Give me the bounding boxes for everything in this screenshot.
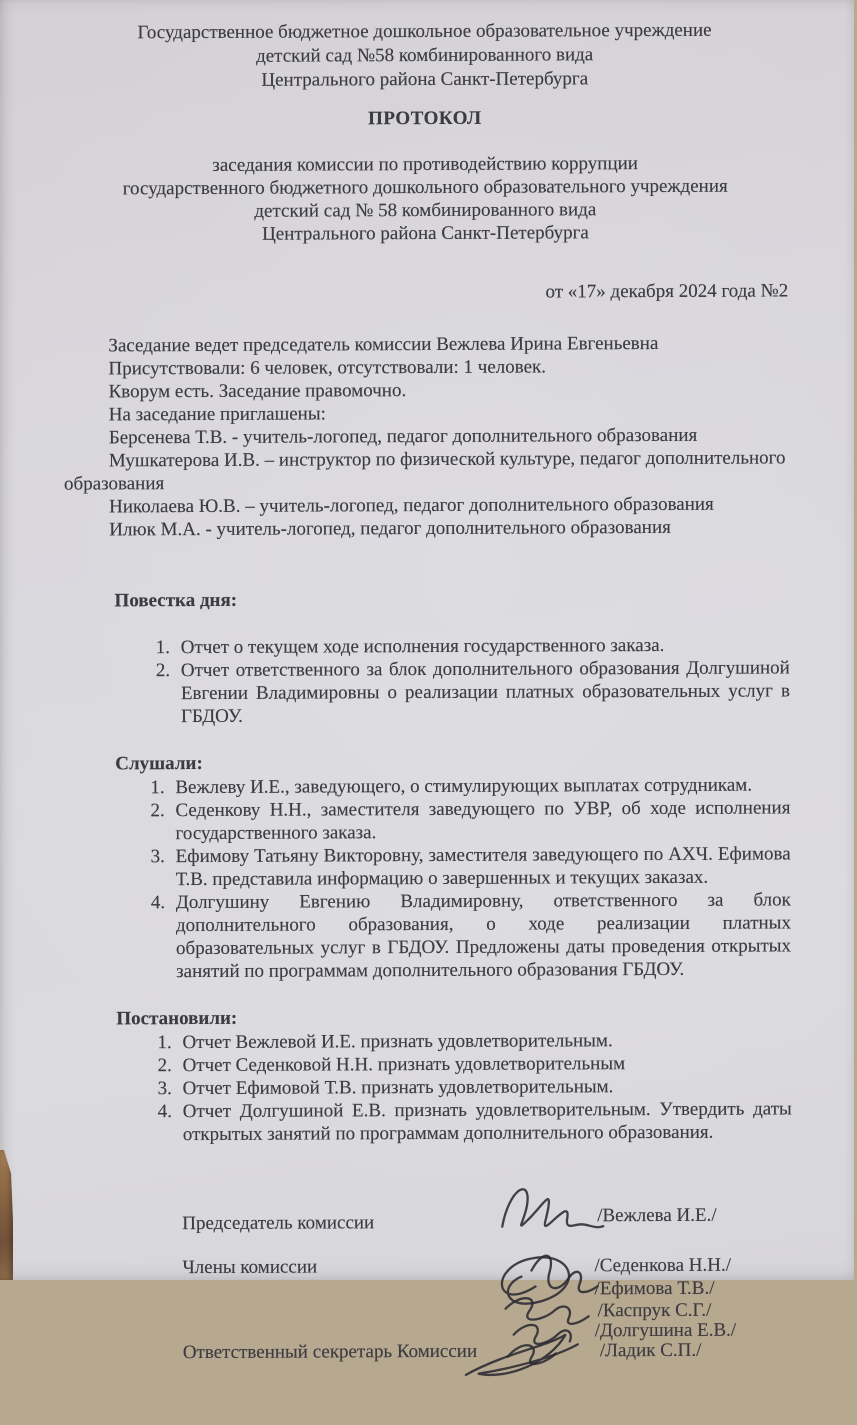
doc-title: ПРОТОКОЛ bbox=[368, 107, 482, 130]
intro-paragraph: Кворум есть. Заседание правомочно. bbox=[108, 380, 407, 403]
heard-item: 2. Седенкову Н.Н., заместителя заведующего по УВР, об ходе исполнения государственного заказа. bbox=[169, 796, 790, 845]
heard-item: 1. Вежлеву И.Е., заведующего, о стимулирующих выплатах сотрудникам. bbox=[169, 773, 790, 799]
subtitle-line: детский сад № 58 комбинированного вида bbox=[254, 199, 597, 222]
intro-paragraph: Присутствовали: 6 человек, отсутствовали: 1 человек. bbox=[108, 356, 547, 380]
intro-paragraph: Николаева Ю.В. – учитель-логопед, педагог дополнительного образования bbox=[109, 493, 714, 518]
heard-item: 4. Долгушину Евгению Владимировну, ответственного за блок дополнительного образования, о ходе реализации платных образовательных услуг в ГБДОУ. Предложены даты проведения открытых занятий по программам дополнительного образования ГБДОУ. bbox=[170, 888, 791, 983]
subtitle-line: заседания комиссии по противодействию коррупции bbox=[212, 153, 638, 176]
resolved-section bbox=[66, 1004, 792, 1146]
intro-paragraph: Берсенева Т.В. - учитель-логопед, педагог дополнительного образования bbox=[108, 424, 698, 449]
resolved-heading: Постановили: bbox=[116, 1007, 238, 1030]
heard-item: 3. Ефимову Татьяну Викторовну, заместителя заведующего по АХЧ. Ефимова Т.В. представила информацию о завершенных и текущих заказах. bbox=[170, 842, 791, 891]
intro-paragraph: Илюк М.А. - учитель-логопед, педагог дополнительного образования bbox=[109, 516, 671, 541]
resolved-item: 2. Отчет Седенковой Н.Н. признать удовлетворительным bbox=[176, 1051, 791, 1077]
signature-secretary-name: /Ладик С.П./ bbox=[599, 1339, 702, 1362]
heard-heading: Слушали: bbox=[115, 752, 203, 775]
date-line: от «17» декабря 2024 года №2 bbox=[545, 280, 789, 303]
intro-block bbox=[63, 331, 789, 541]
signature-member-name: /Седенкова Н.Н./ bbox=[594, 1254, 731, 1277]
heard-list bbox=[65, 773, 791, 983]
agenda-item: 1. Отчет о текущем ходе исполнения государственного заказа. bbox=[175, 633, 790, 659]
org-header bbox=[62, 18, 787, 93]
org-header-line: детский сад №58 комбинированного вида bbox=[255, 44, 594, 67]
signature-secretary-label: Ответственный секретарь Комиссии bbox=[182, 1340, 478, 1364]
resolved-item: 1. Отчет Вежлевой И.Е. признать удовлетворительным. bbox=[176, 1028, 791, 1054]
resolved-item: 3. Отчет Ефимовой Т.В. признать удовлетворительным. bbox=[177, 1074, 792, 1100]
resolved-item: 4. Отчет Долгушиной Е.В. признать удовлетворительным. Утвердить даты открытых занятий по программам дополнительного образования. bbox=[177, 1097, 792, 1146]
signature-member-name: /Ефимова Т.В./ bbox=[594, 1277, 715, 1300]
subtitle-line: Центрального района Санкт-Петербурга bbox=[261, 222, 589, 245]
signature-member-name: /Долгушина Е.В./ bbox=[594, 1319, 737, 1342]
agenda-heading: Повестка дня: bbox=[114, 589, 238, 612]
org-header-line: Государственное бюджетное дошкольное образовательное учреждение bbox=[137, 19, 712, 44]
intro-paragraph: Мушкатерова И.В. – инструктор по физической культуре, педагог дополнительного образования bbox=[63, 447, 786, 495]
signature-member-name: /Каспрук С.Г./ bbox=[597, 1299, 712, 1322]
agenda-list bbox=[65, 633, 790, 728]
signature-chair-name: /Вежлева И.Е./ bbox=[597, 1204, 717, 1227]
intro-paragraph: На заседание приглашены: bbox=[108, 403, 326, 426]
subtitle-line: государственного бюджетного дошкольного образовательного учреждения bbox=[122, 175, 728, 200]
org-header-line: Центрального района Санкт-Петербурга bbox=[261, 68, 589, 91]
agenda-item: 2. Отчет ответственного за блок дополнительного образования Долгушиной Евгении Владимировны о реализации платных образовательных услуг в ГБДОУ. bbox=[175, 656, 790, 728]
handwritten-signatures-ink bbox=[447, 1174, 678, 1390]
signature-block bbox=[67, 1191, 793, 1424]
resolved-list bbox=[66, 1028, 791, 1146]
heard-section bbox=[65, 749, 791, 983]
agenda-section bbox=[64, 586, 790, 728]
intro-paragraph: Заседание ведет председатель комиссии Вежлева Ирина Евгеньевна bbox=[108, 332, 659, 357]
signature-members-label: Члены комиссии bbox=[182, 1256, 318, 1279]
signature-chair-label: Председатель комиссии bbox=[182, 1212, 375, 1235]
doc-subtitle bbox=[63, 151, 788, 246]
